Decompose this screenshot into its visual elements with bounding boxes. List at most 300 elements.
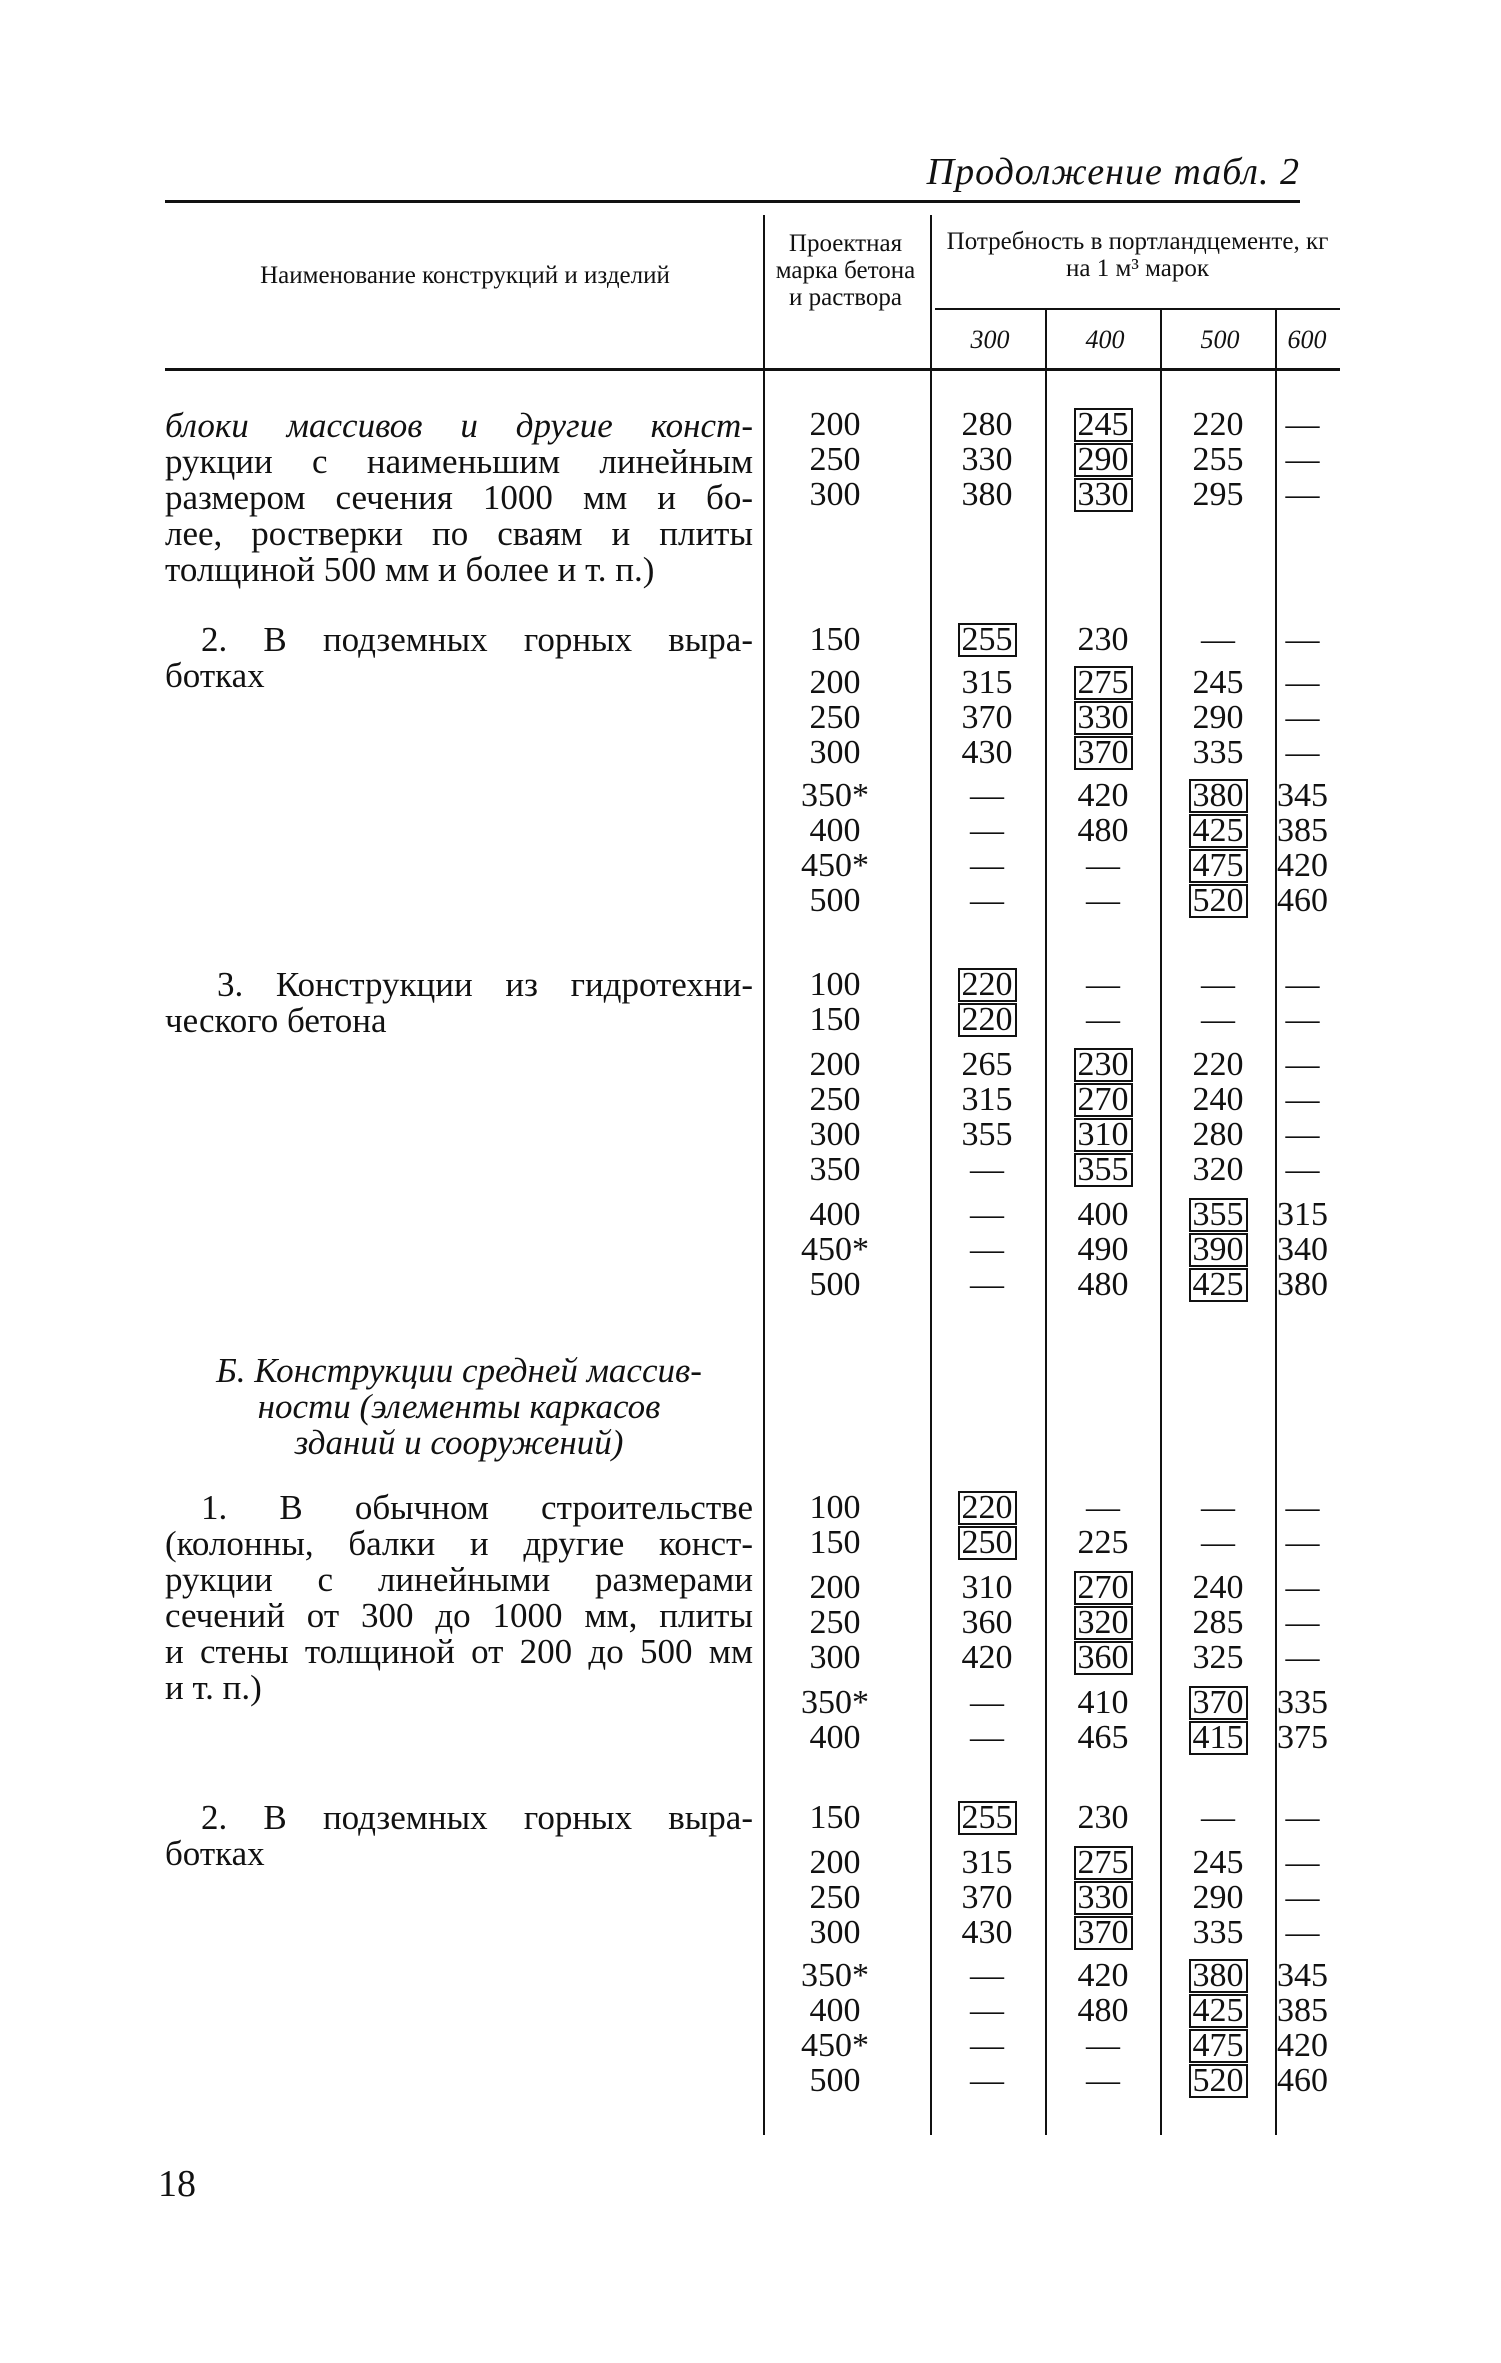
consumption-cell xyxy=(1255,442,1350,478)
consumption-cell xyxy=(1043,1047,1163,1083)
desc-line: ботках xyxy=(165,1834,265,1873)
divider-name-grade xyxy=(763,215,765,2135)
consumption-cell xyxy=(1043,2028,1163,2064)
section-b-heading xyxy=(165,1353,753,1461)
consumption-cell xyxy=(1043,1993,1163,2029)
consumption-cell xyxy=(1255,778,1350,814)
consumption-value: 310 xyxy=(961,1569,1013,1606)
consumption-value: 380 xyxy=(1277,1266,1328,1303)
grade-cell: 200 xyxy=(809,1844,861,1881)
header-cement-400: 400 xyxy=(1085,325,1125,354)
consumption-cell xyxy=(927,813,1047,849)
consumption-value: — xyxy=(1285,1914,1320,1951)
consumption-value: 420 xyxy=(1077,1957,1129,1994)
consumption-cell xyxy=(927,2063,1047,2099)
consumption-cell xyxy=(1255,1880,1350,1916)
consumption-cell xyxy=(1255,1047,1350,1083)
consumption-value: — xyxy=(1086,847,1120,884)
consumption-cell xyxy=(927,477,1047,513)
desc-underground-b xyxy=(165,1800,753,1872)
consumption-cell xyxy=(1043,665,1163,701)
consumption-value: 520 xyxy=(1189,884,1248,918)
consumption-cell xyxy=(1255,1958,1350,1994)
consumption-value: 220 xyxy=(1192,406,1244,443)
header-cement-300: 300 xyxy=(970,325,1010,354)
grade-cell: 100 xyxy=(809,966,861,1003)
consumption-cell xyxy=(1255,665,1350,701)
consumption-cell xyxy=(927,1915,1047,1951)
consumption-value: — xyxy=(1086,966,1120,1003)
consumption-value: 270 xyxy=(1074,1571,1133,1605)
consumption-value: 360 xyxy=(1074,1641,1133,1675)
grade-cell: 400 xyxy=(809,812,861,849)
consumption-cell xyxy=(1255,1197,1350,1233)
consumption-cell xyxy=(1043,1915,1163,1951)
grade-cell: 350* xyxy=(801,1684,869,1721)
grade-cell: 450* xyxy=(801,847,869,884)
consumption-cell xyxy=(927,665,1047,701)
consumption-value: 370 xyxy=(961,1879,1013,1916)
consumption-value: 520 xyxy=(1189,2064,1248,2098)
consumption-value: 220 xyxy=(958,968,1017,1002)
consumption-cell xyxy=(1255,1232,1350,1268)
consumption-cell xyxy=(927,1845,1047,1881)
consumption-value: — xyxy=(1086,1001,1120,1038)
consumption-value: 475 xyxy=(1189,849,1248,883)
consumption-value: 290 xyxy=(1192,1879,1244,1916)
grade-cell: 250 xyxy=(809,441,861,478)
grade-cell: 250 xyxy=(809,1879,861,1916)
consumption-value: 280 xyxy=(961,406,1013,443)
consumption-cell xyxy=(1255,1720,1350,1756)
desc-line: и т. п.) xyxy=(165,1668,262,1707)
desc-line: рукции с линейными размерами xyxy=(165,1560,753,1599)
consumption-cell xyxy=(927,1605,1047,1641)
consumption-cell xyxy=(1043,1570,1163,1606)
desc-line: рукции с наименьшим линейным xyxy=(165,442,753,481)
consumption-value: 355 xyxy=(961,1116,1013,1153)
desc-line: ческого бетона xyxy=(165,1001,387,1040)
consumption-cell xyxy=(1043,407,1163,443)
consumption-value: — xyxy=(1285,1081,1320,1118)
consumption-cell xyxy=(1043,1605,1163,1641)
desc-hydro xyxy=(165,967,753,1039)
consumption-value: 245 xyxy=(1192,664,1244,701)
consumption-value: 220 xyxy=(958,1491,1017,1525)
grade-cell: 500 xyxy=(809,882,861,919)
consumption-value: — xyxy=(1285,1151,1320,1188)
consumption-value: 220 xyxy=(1192,1046,1244,1083)
consumption-cell xyxy=(1043,2063,1163,2099)
consumption-value: — xyxy=(970,777,1004,814)
consumption-value: — xyxy=(1201,966,1235,1003)
consumption-value: 380 xyxy=(1189,779,1248,813)
consumption-value: 355 xyxy=(1189,1198,1248,1232)
grade-cell: 200 xyxy=(809,406,861,443)
consumption-cell xyxy=(1255,1993,1350,2029)
consumption-value: 335 xyxy=(1277,1684,1328,1721)
header-grade: Проектная марка бетона и раствора xyxy=(775,230,916,311)
consumption-value: 280 xyxy=(1192,1116,1244,1153)
consumption-value: 345 xyxy=(1277,777,1328,814)
consumption-cell xyxy=(927,1002,1047,1038)
consumption-value: — xyxy=(1201,1524,1235,1561)
consumption-cell xyxy=(927,1685,1047,1721)
consumption-cell xyxy=(1043,1685,1163,1721)
grade-cell: 350* xyxy=(801,1957,869,1994)
consumption-value: 265 xyxy=(961,1046,1013,1083)
consumption-value: 400 xyxy=(1077,1196,1129,1233)
consumption-cell xyxy=(1255,1640,1350,1676)
consumption-value: 245 xyxy=(1074,408,1133,442)
consumption-value: 230 xyxy=(1077,621,1129,658)
grade-cell: 500 xyxy=(809,2062,861,2099)
consumption-value: 425 xyxy=(1189,814,1248,848)
consumption-cell xyxy=(1043,1800,1163,1836)
consumption-cell xyxy=(1043,1082,1163,1118)
consumption-value: — xyxy=(1285,476,1320,513)
consumption-value: — xyxy=(970,1266,1004,1303)
consumption-cell xyxy=(1043,735,1163,771)
consumption-cell xyxy=(1043,778,1163,814)
consumption-cell xyxy=(1043,1002,1163,1038)
consumption-value: — xyxy=(1285,966,1320,1003)
grade-cell: 350* xyxy=(801,777,869,814)
grade-cell: 150 xyxy=(809,1799,861,1836)
consumption-value: 295 xyxy=(1192,476,1244,513)
consumption-cell xyxy=(927,1082,1047,1118)
consumption-value: — xyxy=(1086,882,1120,919)
consumption-cell xyxy=(1043,1490,1163,1526)
consumption-value: 475 xyxy=(1189,2029,1248,2063)
consumption-cell xyxy=(1255,848,1350,884)
consumption-cell xyxy=(927,1152,1047,1188)
consumption-cell xyxy=(1043,1232,1163,1268)
consumption-value: — xyxy=(970,2062,1004,2099)
consumption-value: 330 xyxy=(1074,701,1133,735)
consumption-cell xyxy=(1255,1685,1350,1721)
consumption-cell xyxy=(1043,967,1163,1003)
consumption-cell xyxy=(1043,883,1163,919)
consumption-cell xyxy=(927,1117,1047,1153)
consumption-value: 420 xyxy=(1277,847,1328,884)
consumption-cell xyxy=(927,2028,1047,2064)
grade-cell: 300 xyxy=(809,1639,861,1676)
consumption-value: — xyxy=(1285,1799,1320,1836)
consumption-cell xyxy=(927,1880,1047,1916)
consumption-cell xyxy=(1255,1605,1350,1641)
consumption-cell xyxy=(1255,967,1350,1003)
consumption-value: 315 xyxy=(961,1081,1013,1118)
consumption-value: — xyxy=(1285,1116,1320,1153)
consumption-value: 255 xyxy=(958,1801,1017,1835)
consumption-value: 315 xyxy=(1277,1196,1328,1233)
consumption-cell xyxy=(927,1490,1047,1526)
consumption-value: — xyxy=(1285,1046,1320,1083)
consumption-cell xyxy=(1255,622,1350,658)
consumption-cell xyxy=(927,622,1047,658)
consumption-value: 310 xyxy=(1074,1118,1133,1152)
consumption-value: — xyxy=(970,847,1004,884)
consumption-value: 285 xyxy=(1192,1604,1244,1641)
subheader-rule xyxy=(935,308,1340,310)
consumption-value: 240 xyxy=(1192,1081,1244,1118)
consumption-cell xyxy=(927,883,1047,919)
consumption-value: 290 xyxy=(1192,699,1244,736)
consumption-cell xyxy=(927,967,1047,1003)
grade-cell: 300 xyxy=(809,1914,861,1951)
grade-cell: 400 xyxy=(809,1196,861,1233)
grade-cell: 200 xyxy=(809,664,861,701)
consumption-cell xyxy=(1043,1525,1163,1561)
consumption-value: 270 xyxy=(1074,1083,1133,1117)
consumption-cell xyxy=(927,1197,1047,1233)
consumption-value: — xyxy=(970,1957,1004,1994)
consumption-value: 345 xyxy=(1277,1957,1328,1994)
consumption-value: — xyxy=(1285,1879,1320,1916)
consumption-value: 385 xyxy=(1277,812,1328,849)
consumption-value: 460 xyxy=(1277,2062,1328,2099)
consumption-value: 385 xyxy=(1277,1992,1328,2029)
desc-line: блоки массивов и другие конст- xyxy=(165,406,753,445)
consumption-value: 230 xyxy=(1074,1048,1133,1082)
desc-line: 1. В обычном строительстве xyxy=(201,1488,753,1527)
header-name: Наименование конструкций и изделий xyxy=(260,262,670,289)
consumption-value: 330 xyxy=(1074,478,1133,512)
grade-cell: 250 xyxy=(809,1081,861,1118)
consumption-value: 320 xyxy=(1192,1151,1244,1188)
header-bottom-rule xyxy=(165,368,1340,371)
consumption-value: — xyxy=(1285,1569,1320,1606)
consumption-value: 360 xyxy=(961,1604,1013,1641)
consumption-cell xyxy=(1255,1490,1350,1526)
desc-line: размером сечения 1000 мм и бо- xyxy=(165,478,753,517)
consumption-value: 390 xyxy=(1189,1233,1248,1267)
consumption-value: — xyxy=(970,1231,1004,1268)
grade-cell: 250 xyxy=(809,699,861,736)
consumption-cell xyxy=(1255,1570,1350,1606)
consumption-cell xyxy=(1255,735,1350,771)
consumption-cell xyxy=(1043,1267,1163,1303)
grade-cell: 500 xyxy=(809,1266,861,1303)
desc-line: 3. Конструкции из гидротехни- xyxy=(217,965,753,1004)
consumption-value: 255 xyxy=(1192,441,1244,478)
consumption-cell xyxy=(1255,1082,1350,1118)
desc-line: 2. В подземных горных выра- xyxy=(201,1798,753,1837)
consumption-cell xyxy=(1043,1958,1163,1994)
consumption-cell xyxy=(1255,407,1350,443)
consumption-cell xyxy=(927,778,1047,814)
consumption-value: 420 xyxy=(1077,777,1129,814)
consumption-cell xyxy=(1255,1152,1350,1188)
heading-line: Б. Конструкции средней массив- xyxy=(216,1351,702,1390)
consumption-cell xyxy=(1043,700,1163,736)
consumption-value: 335 xyxy=(1192,734,1244,771)
consumption-cell xyxy=(927,848,1047,884)
consumption-value: — xyxy=(1285,1844,1320,1881)
consumption-cell xyxy=(1255,1800,1350,1836)
consumption-value: 480 xyxy=(1077,1266,1129,1303)
consumption-value: 250 xyxy=(958,1526,1017,1560)
consumption-value: 425 xyxy=(1189,1268,1248,1302)
grade-cell: 400 xyxy=(809,1719,861,1756)
consumption-value: — xyxy=(970,1684,1004,1721)
consumption-cell xyxy=(927,1232,1047,1268)
consumption-value: 275 xyxy=(1074,1846,1133,1880)
grade-cell: 450* xyxy=(801,2027,869,2064)
desc-line: ботках xyxy=(165,656,265,695)
consumption-value: — xyxy=(1285,1001,1320,1038)
consumption-value: 380 xyxy=(961,476,1013,513)
consumption-cell xyxy=(1043,1845,1163,1881)
consumption-value: 410 xyxy=(1077,1684,1129,1721)
consumption-value: 315 xyxy=(961,664,1013,701)
heading-line: зданий и сооружений) xyxy=(294,1423,624,1462)
consumption-cell xyxy=(927,735,1047,771)
grade-cell: 150 xyxy=(809,621,861,658)
consumption-cell xyxy=(1255,2028,1350,2064)
table-caption: Продолжение табл. 2 xyxy=(926,151,1300,193)
consumption-value: 320 xyxy=(1074,1606,1133,1640)
consumption-cell xyxy=(1255,1915,1350,1951)
consumption-value: 420 xyxy=(1277,2027,1328,2064)
consumption-value: — xyxy=(1285,406,1320,443)
grade-cell: 100 xyxy=(809,1489,861,1526)
consumption-cell xyxy=(927,1800,1047,1836)
consumption-value: — xyxy=(1201,1799,1235,1836)
desc-line: сечений от 300 до 1000 мм, плиты xyxy=(165,1596,753,1635)
consumption-cell xyxy=(1043,848,1163,884)
consumption-value: 370 xyxy=(1074,1916,1133,1950)
consumption-cell xyxy=(927,1720,1047,1756)
grade-cell: 450* xyxy=(801,1231,869,1268)
consumption-cell xyxy=(1255,477,1350,513)
consumption-value: 220 xyxy=(958,1003,1017,1037)
consumption-value: — xyxy=(1086,2062,1120,2099)
consumption-value: 245 xyxy=(1192,1844,1244,1881)
consumption-value: — xyxy=(970,2027,1004,2064)
consumption-cell xyxy=(1043,1197,1163,1233)
header-cement-600: 600 xyxy=(1287,325,1327,354)
consumption-value: 325 xyxy=(1192,1639,1244,1676)
grade-cell: 400 xyxy=(809,1992,861,2029)
consumption-value: 370 xyxy=(1074,736,1133,770)
consumption-value: 370 xyxy=(961,699,1013,736)
consumption-cell xyxy=(927,1570,1047,1606)
grade-cell: 300 xyxy=(809,476,861,513)
consumption-cell xyxy=(1255,813,1350,849)
desc-line: толщиной 500 мм и более и т. п.) xyxy=(165,550,655,589)
consumption-value: — xyxy=(970,812,1004,849)
heading-line: ности (элементы каркасов xyxy=(257,1387,661,1426)
consumption-cell xyxy=(1043,477,1163,513)
consumption-cell xyxy=(1043,622,1163,658)
consumption-value: — xyxy=(1285,734,1320,771)
consumption-value: — xyxy=(1285,441,1320,478)
consumption-value: — xyxy=(1285,1604,1320,1641)
consumption-value: 335 xyxy=(1192,1914,1244,1951)
consumption-value: 420 xyxy=(961,1639,1013,1676)
consumption-cell xyxy=(1043,813,1163,849)
consumption-value: — xyxy=(970,882,1004,919)
grade-cell: 150 xyxy=(809,1001,861,1038)
desc-underground-a xyxy=(165,622,753,694)
consumption-cell xyxy=(927,700,1047,736)
consumption-value: 225 xyxy=(1077,1524,1129,1561)
consumption-cell xyxy=(1255,1845,1350,1881)
consumption-value: — xyxy=(970,1151,1004,1188)
consumption-value: 480 xyxy=(1077,812,1129,849)
consumption-value: — xyxy=(1086,1489,1120,1526)
consumption-value: — xyxy=(1201,1001,1235,1038)
consumption-value: 430 xyxy=(961,1914,1013,1951)
consumption-value: 480 xyxy=(1077,1992,1129,2029)
grade-cell: 350 xyxy=(809,1151,861,1188)
consumption-value: 425 xyxy=(1189,1994,1248,2028)
grade-cell: 200 xyxy=(809,1569,861,1606)
consumption-value: 375 xyxy=(1277,1719,1328,1756)
consumption-cell xyxy=(1043,442,1163,478)
grade-cell: 200 xyxy=(809,1046,861,1083)
consumption-value: — xyxy=(1201,621,1235,658)
consumption-value: — xyxy=(970,1992,1004,2029)
consumption-cell xyxy=(1255,700,1350,736)
consumption-value: 240 xyxy=(1192,1569,1244,1606)
consumption-cell xyxy=(927,1993,1047,2029)
consumption-cell xyxy=(927,1640,1047,1676)
consumption-cell xyxy=(1255,1525,1350,1561)
consumption-cell xyxy=(927,1047,1047,1083)
consumption-value: 330 xyxy=(1074,1881,1133,1915)
desc-line: и стены толщиной от 200 до 500 мм xyxy=(165,1632,753,1671)
consumption-value: — xyxy=(1201,1489,1235,1526)
consumption-value: — xyxy=(970,1719,1004,1756)
consumption-value: 290 xyxy=(1074,443,1133,477)
consumption-value: — xyxy=(1285,621,1320,658)
consumption-cell xyxy=(1255,1117,1350,1153)
page-number: 18 xyxy=(158,2163,196,2205)
desc-line: лее, ростверки по сваям и плиты xyxy=(165,514,753,553)
grade-cell: 300 xyxy=(809,1116,861,1153)
consumption-value: 460 xyxy=(1277,882,1328,919)
consumption-value: 430 xyxy=(961,734,1013,771)
consumption-cell xyxy=(1043,1880,1163,1916)
desc-line: (колонны, балки и другие конст- xyxy=(165,1524,753,1563)
consumption-value: 465 xyxy=(1077,1719,1129,1756)
consumption-cell xyxy=(927,1958,1047,1994)
consumption-value: 415 xyxy=(1189,1721,1248,1755)
consumption-value: 255 xyxy=(958,623,1017,657)
consumption-value: 370 xyxy=(1189,1686,1248,1720)
table-top-rule xyxy=(165,200,1300,203)
grade-cell: 150 xyxy=(809,1524,861,1561)
consumption-value: — xyxy=(1285,1639,1320,1676)
consumption-cell xyxy=(1255,2063,1350,2099)
consumption-cell xyxy=(1255,1267,1350,1303)
consumption-cell xyxy=(1043,1152,1163,1188)
header-cement-500: 500 xyxy=(1200,325,1240,354)
consumption-cell xyxy=(1043,1720,1163,1756)
consumption-cell xyxy=(1255,1002,1350,1038)
consumption-value: 355 xyxy=(1074,1153,1133,1187)
consumption-value: — xyxy=(1285,699,1320,736)
consumption-value: — xyxy=(970,1196,1004,1233)
desc-massive-blocks xyxy=(165,408,753,588)
desc-line: 2. В подземных горных выра- xyxy=(201,620,753,659)
consumption-cell xyxy=(1043,1117,1163,1153)
consumption-value: 315 xyxy=(961,1844,1013,1881)
consumption-value: — xyxy=(1285,1524,1320,1561)
